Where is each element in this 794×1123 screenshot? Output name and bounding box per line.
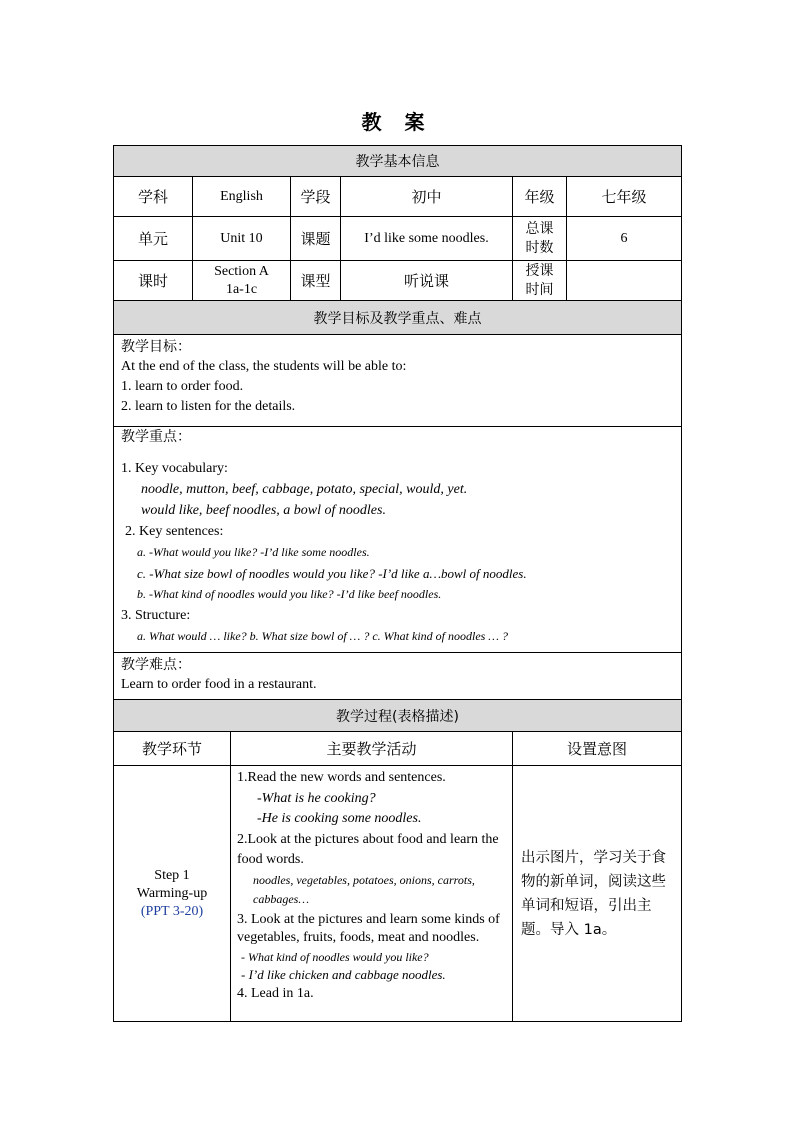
vocab-title: 1. Key vocabulary: — [121, 461, 228, 476]
stage-label: 学段 — [291, 177, 341, 217]
teaching-time-value — [567, 261, 682, 301]
lesson-type-value: 听说课 — [341, 261, 513, 301]
period-label: 课时 — [114, 261, 193, 301]
sentence-line: c. -What size bowl of noodles would you like? -I’d like a…bowl of noodles. — [137, 566, 527, 581]
info-row-subject — [114, 177, 682, 217]
key-points-label: 教学重点： — [121, 429, 191, 445]
step-ppt: (PPT 3-20) — [140, 903, 204, 919]
goals-line: At the end of the class, the students will be able to: — [121, 359, 407, 374]
column-header-intent: 设置意图 — [513, 732, 682, 766]
unit-value: Unit 10 — [193, 217, 291, 261]
key-points-row — [114, 427, 682, 653]
activity-line: 1.Read the new words and sentences. — [237, 770, 446, 785]
process-header-row — [114, 700, 682, 732]
difficulty-row — [114, 653, 682, 700]
unit-label: 单元 — [114, 217, 193, 261]
teaching-time-label: 授课 时间 — [513, 261, 567, 301]
structure-line: a. What would … like? b. What size bowl of … ? c. What kind of noodles … ? — [137, 629, 508, 643]
step-cell — [114, 766, 231, 1022]
structure-title: 3. Structure: — [121, 608, 191, 623]
goals-line: 1. learn to order food. — [121, 379, 244, 394]
period-value: Section A 1a-1c — [193, 261, 291, 301]
topic-value: I’d like some noodles. — [341, 217, 513, 261]
info-row-unit — [114, 217, 682, 261]
activity-line: - I’d like chicken and cabbage noodles. — [241, 966, 446, 982]
step-name: Step 1 — [154, 867, 190, 883]
grade-label: 年级 — [513, 177, 567, 217]
activities-cell — [231, 766, 513, 1022]
teaching-goals — [114, 335, 682, 427]
activity-line: 3. Look at the pictures and learn some kinds of vegetables, fruits, foods, meat and noodles. — [237, 911, 500, 945]
goals-line: 2. learn to listen for the details. — [121, 399, 296, 414]
activity-line: -What is he cooking? — [257, 790, 376, 806]
difficulty-label: 教学难点： — [121, 657, 191, 673]
difficulty-line: Learn to order food in a restaurant. — [121, 677, 317, 692]
intent-cell: 出示图片，学习关于食物的新单词，阅读这些单词和短语，引出主题。导入 1a。 — [513, 766, 682, 1022]
activity-line: 2.Look at the pictures about food and learn the food words. — [237, 831, 499, 867]
lesson-plan-table — [113, 145, 682, 1022]
activity-line: - What kind of noodles would you like? — [241, 949, 429, 964]
column-header-stage: 教学环节 — [114, 732, 231, 766]
vocab-line: would like, beef noodles, a bowl of noodles. — [141, 503, 386, 518]
vocab-line: noodle, mutton, beef, cabbage, potato, special, would, yet. — [141, 482, 468, 497]
section-header-basic-info: 教学基本信息 — [114, 146, 682, 177]
stage-value: 初中 — [341, 177, 513, 217]
subject-label: 学科 — [114, 177, 193, 217]
document-title: 教 案 — [361, 110, 433, 134]
key-points — [114, 427, 682, 653]
step-phase: Warming-up — [136, 885, 208, 901]
grade-value: 七年级 — [567, 177, 682, 217]
topic-label: 课题 — [291, 217, 341, 261]
sentences-title: 2. Key sentences: — [125, 524, 224, 539]
sentence-line: b. -What kind of noodles would you like? -I’d like beef noodles. — [137, 587, 442, 601]
total-hours-value: 6 — [567, 217, 682, 261]
column-header-activities: 主要教学活动 — [231, 732, 513, 766]
goals-row — [114, 335, 682, 427]
objectives-header-row — [114, 301, 682, 335]
section-header-objectives: 教学目标及教学重点、难点 — [114, 301, 682, 335]
sentence-line: a. -What would you like? -I’d like some noodles. — [137, 545, 370, 559]
subject-value: English — [193, 177, 291, 217]
difficulty — [114, 653, 682, 700]
goals-label: 教学目标： — [121, 339, 191, 355]
activity-line: -He is cooking some noodles. — [257, 811, 422, 826]
activity-line: 4. Lead in 1a. — [237, 985, 314, 1001]
info-row-period — [114, 261, 682, 301]
process-columns-row — [114, 732, 682, 766]
section-header-process: 教学过程(表格描述) — [114, 700, 682, 732]
total-hours-label: 总课 时数 — [513, 217, 567, 261]
lesson-type-label: 课型 — [291, 261, 341, 301]
process-step-row — [114, 766, 682, 1022]
basic-info-header-row — [114, 146, 682, 177]
activity-line: noodles, vegetables, potatoes, onions, carrots, cabbages… — [253, 872, 475, 906]
